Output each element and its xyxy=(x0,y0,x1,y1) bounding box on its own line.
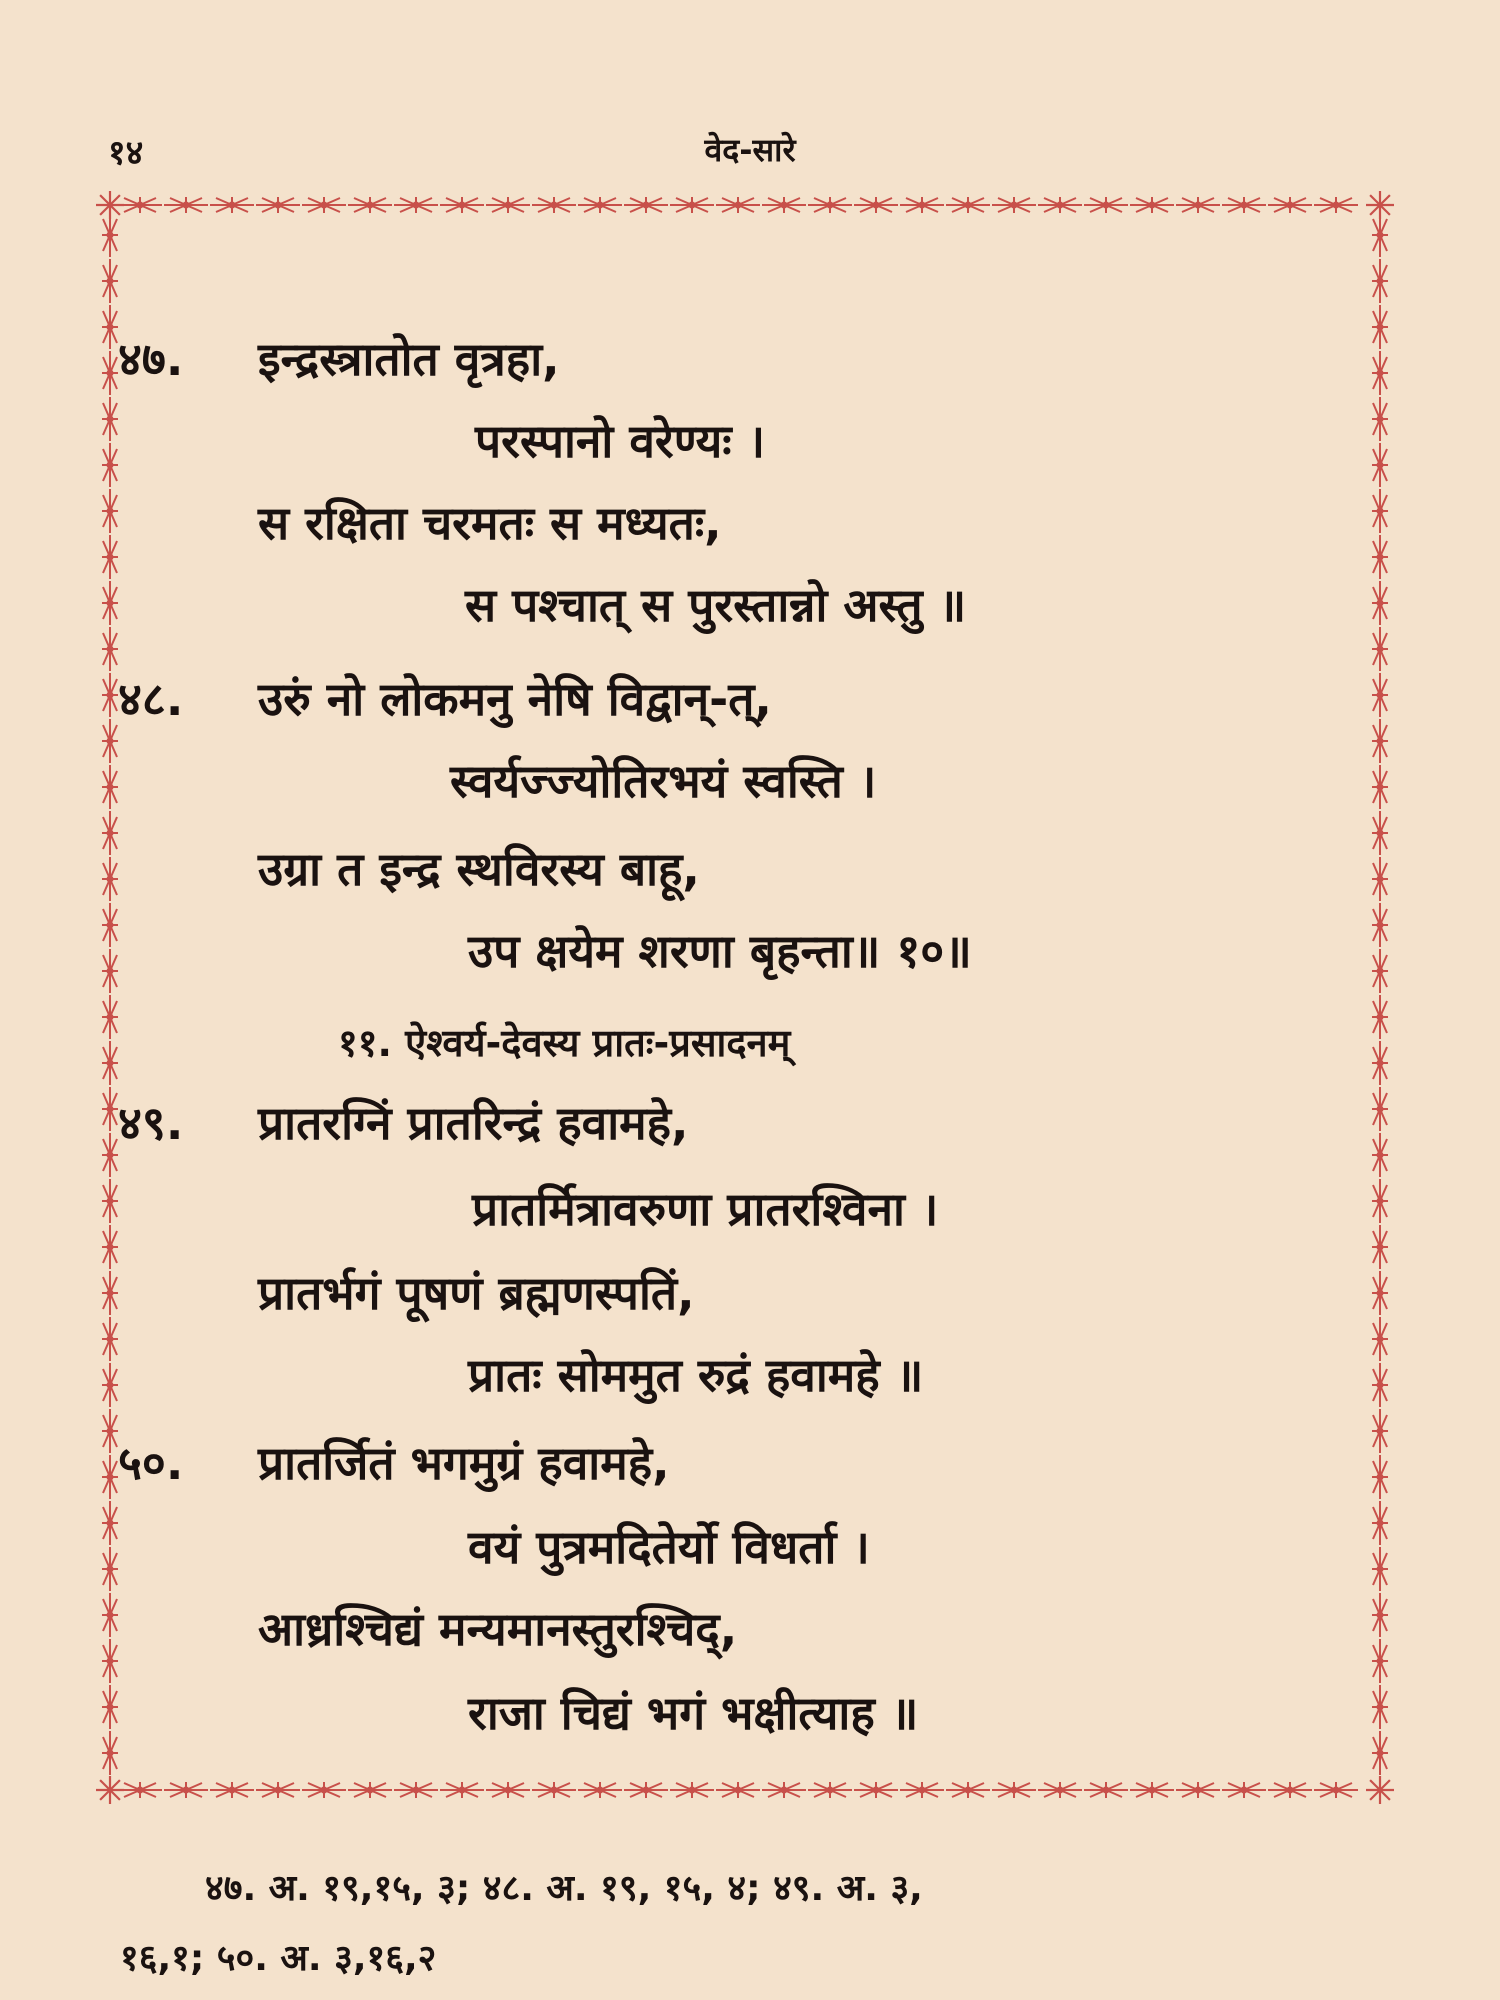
border-motif xyxy=(102,1133,118,1177)
verse-line: इन्द्रस्त्रातोत वृत्रहा, xyxy=(258,332,560,386)
border-corner-star xyxy=(1366,191,1394,219)
border-motif xyxy=(102,1501,118,1545)
border-motif xyxy=(762,1782,806,1798)
border-motif xyxy=(102,1593,118,1637)
border-motif xyxy=(102,1041,118,1085)
border-motif xyxy=(118,1782,162,1798)
border-motif xyxy=(1372,949,1388,993)
verse-line: स पश्चात् स पुरस्तान्नो अस्तु ॥ xyxy=(465,578,967,632)
border-motif xyxy=(102,857,118,901)
border-motif xyxy=(102,1225,118,1269)
border-motif xyxy=(102,1087,118,1131)
border-motif xyxy=(1372,397,1388,441)
border-motif xyxy=(164,197,208,213)
border-motif xyxy=(102,811,118,855)
border-motif xyxy=(486,1782,530,1798)
border-motif xyxy=(1372,1731,1388,1775)
border-motif xyxy=(716,197,760,213)
border-motif xyxy=(102,305,118,349)
border-motif xyxy=(1372,213,1388,257)
border-motif xyxy=(532,197,576,213)
border-motif xyxy=(102,351,118,395)
border-motif xyxy=(102,397,118,441)
border-motif xyxy=(1372,443,1388,487)
border-motif xyxy=(256,1782,300,1798)
verse-line: उप क्षयेम शरणा बृहन्ता॥ १०॥ xyxy=(468,924,972,978)
verse-line: आध्रश्चिद्यं मन्यमानस्तुरश्चिद्, xyxy=(258,1602,738,1656)
border-corner-star xyxy=(1366,1776,1394,1804)
border-motif xyxy=(946,1782,990,1798)
border-motif xyxy=(1372,1087,1388,1131)
border-motif xyxy=(102,489,118,533)
border-motif xyxy=(1372,719,1388,763)
border-motif xyxy=(102,673,118,717)
border-motif xyxy=(762,197,806,213)
verse-number: ४८. xyxy=(118,672,184,726)
border-motif xyxy=(1268,1782,1312,1798)
border-motif xyxy=(102,627,118,671)
border-motif xyxy=(102,995,118,1039)
border-motif xyxy=(900,197,944,213)
border-motif xyxy=(440,1782,484,1798)
border-motif xyxy=(624,1782,668,1798)
border-motif xyxy=(102,1639,118,1683)
border-motif xyxy=(102,213,118,257)
verse-line: प्रातः सोममुत रुद्रं हवामहे ॥ xyxy=(468,1348,924,1402)
border-motif xyxy=(302,197,346,213)
border-motif xyxy=(210,197,254,213)
border-motif xyxy=(1372,857,1388,901)
border-motif xyxy=(1314,1782,1358,1798)
verse-number: ४९. xyxy=(118,1096,184,1150)
border-motif xyxy=(1314,197,1358,213)
border-motif xyxy=(1130,1782,1174,1798)
border-motif xyxy=(1372,1455,1388,1499)
border-motif xyxy=(1176,197,1220,213)
border-motif xyxy=(102,535,118,579)
border-motif xyxy=(102,1685,118,1729)
border-motif xyxy=(808,1782,852,1798)
border-motif xyxy=(1372,305,1388,349)
border-motif xyxy=(854,197,898,213)
border-motif xyxy=(808,197,852,213)
border-motif xyxy=(1372,1133,1388,1177)
page-header xyxy=(0,128,1500,178)
border-motif xyxy=(102,1547,118,1591)
border-motif xyxy=(102,443,118,487)
border-motif xyxy=(302,1782,346,1798)
border-motif xyxy=(1084,1782,1128,1798)
footnote-line: १६,१; ५०. अ. ३,१६,२ xyxy=(120,1938,437,1979)
border-motif xyxy=(1084,197,1128,213)
border-motif xyxy=(1372,489,1388,533)
border-motif xyxy=(102,581,118,625)
border-motif xyxy=(1372,1639,1388,1683)
border-motif xyxy=(102,949,118,993)
border-motif xyxy=(102,765,118,809)
border-motif xyxy=(1372,1501,1388,1545)
section-title: ११. ऐश्वर्य-देवस्य प्रातः-प्रसादनम् xyxy=(338,1021,791,1065)
border-motif xyxy=(102,1455,118,1499)
border-motif xyxy=(1372,995,1388,1039)
border-motif xyxy=(578,197,622,213)
border-motif xyxy=(946,197,990,213)
border-motif xyxy=(1372,1041,1388,1085)
border-corner-star xyxy=(96,1776,124,1804)
border-motif xyxy=(256,197,300,213)
border-corner-star xyxy=(96,191,124,219)
border-motif xyxy=(1372,903,1388,947)
verse-line: उरुं नो लोकमनु नेषि विद्वान्-त्, xyxy=(258,672,772,726)
border-motif xyxy=(210,1782,254,1798)
border-motif xyxy=(102,1363,118,1407)
border-motif xyxy=(1372,259,1388,303)
verse-line: स्वर्यज्ज्योतिरभयं स्वस्ति । xyxy=(450,754,877,808)
border-motif xyxy=(1372,1317,1388,1361)
border-motif xyxy=(900,1782,944,1798)
border-motif xyxy=(1372,673,1388,717)
footnote-line: ४७. अ. १९,१५, ३; ४८. अ. १९, १५, ४; ४९. अ. ३, xyxy=(205,1868,923,1909)
border-motif xyxy=(394,1782,438,1798)
verse-number: ५०. xyxy=(118,1436,184,1490)
border-motif xyxy=(992,1782,1036,1798)
border-motif xyxy=(854,1782,898,1798)
border-motif xyxy=(440,197,484,213)
verse-line: राजा चिद्यं भगं भक्षीत्याह ॥ xyxy=(468,1686,919,1740)
border-motif xyxy=(992,197,1036,213)
border-motif xyxy=(1372,1271,1388,1315)
border-motif xyxy=(532,1782,576,1798)
border-motif xyxy=(102,1271,118,1315)
border-motif xyxy=(102,1179,118,1223)
border-motif xyxy=(1130,197,1174,213)
verse-number: ४७. xyxy=(118,332,184,386)
border-motif xyxy=(1372,1593,1388,1637)
border-motif xyxy=(348,197,392,213)
border-motif xyxy=(1372,1685,1388,1729)
verse-line: वयं पुत्रमदितेर्यो विधर्ता । xyxy=(468,1520,870,1574)
running-title: वेद-सारे xyxy=(704,131,796,169)
border-motif xyxy=(102,719,118,763)
border-motif xyxy=(578,1782,622,1798)
border-motif xyxy=(1038,197,1082,213)
border-motif xyxy=(1176,1782,1220,1798)
border-motif xyxy=(670,197,714,213)
border-motif xyxy=(164,1782,208,1798)
border-motif xyxy=(394,197,438,213)
border-motif xyxy=(102,259,118,303)
border-motif xyxy=(1372,1225,1388,1269)
border-motif xyxy=(102,1317,118,1361)
border-motif xyxy=(1372,1179,1388,1223)
border-motif xyxy=(1222,1782,1266,1798)
border-motif xyxy=(1372,1547,1388,1591)
border-motif xyxy=(1222,197,1266,213)
border-motif xyxy=(1372,581,1388,625)
border-motif xyxy=(1038,1782,1082,1798)
border-motif xyxy=(1372,351,1388,395)
border-motif xyxy=(1372,765,1388,809)
border-motif xyxy=(1372,811,1388,855)
border-motif xyxy=(486,197,530,213)
border-motif xyxy=(624,197,668,213)
verse-line: प्रातरग्निं प्रातरिन्द्रं हवामहे, xyxy=(258,1096,689,1150)
border-motif xyxy=(716,1782,760,1798)
border-motif xyxy=(1268,197,1312,213)
border-motif xyxy=(118,197,162,213)
verse-line: प्रातर्जितं भगमुग्रं हवामहे, xyxy=(258,1436,670,1490)
border-motif xyxy=(102,1409,118,1453)
verse-line: उग्रा त इन्द्र स्थविरस्य बाहू, xyxy=(258,842,700,896)
verse-line: परस्पानो वरेण्यः । xyxy=(475,414,765,468)
verse-line: प्रातर्मित्रावरुणा प्रातरश्विना । xyxy=(472,1182,939,1236)
border-motif xyxy=(670,1782,714,1798)
border-motif xyxy=(102,903,118,947)
border-motif xyxy=(1372,1409,1388,1453)
border-motif xyxy=(102,1731,118,1775)
verse-line: प्रातर्भगं पूषणं ब्रह्मणस्पतिं, xyxy=(258,1266,695,1320)
border-motif xyxy=(1372,535,1388,579)
page-number: १४ xyxy=(108,133,144,173)
border-motif xyxy=(348,1782,392,1798)
verse-line: स रक्षिता चरमतः स मध्यतः, xyxy=(258,496,722,550)
border-motif xyxy=(1372,1363,1388,1407)
border-motif xyxy=(1372,627,1388,671)
